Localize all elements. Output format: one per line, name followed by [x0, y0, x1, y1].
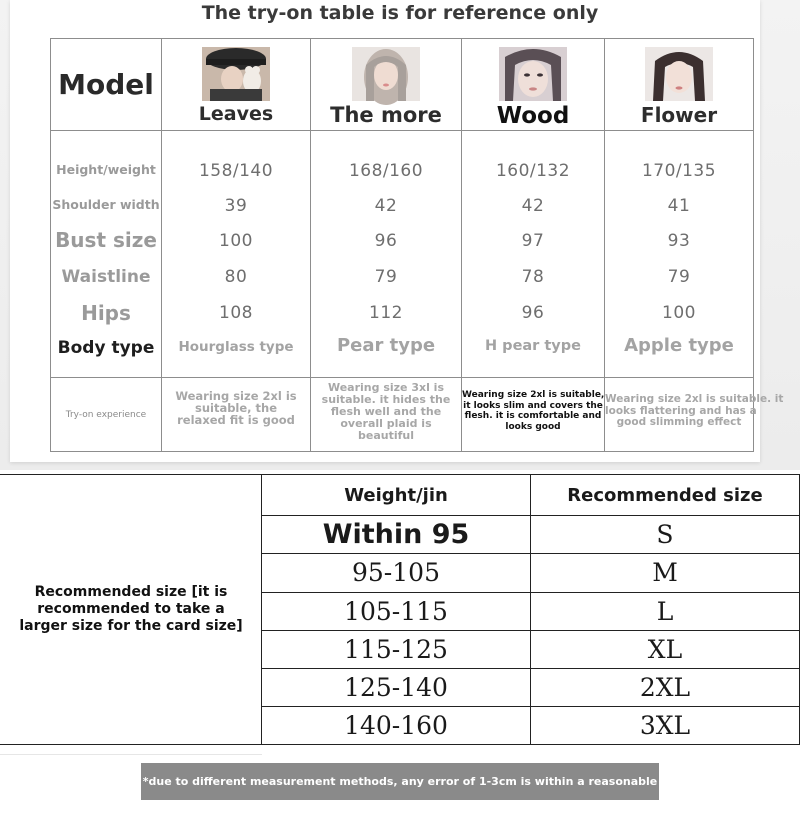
model-column-wood — [462, 39, 605, 131]
header-weight: Weight/jin — [262, 475, 531, 516]
experience-line: Wearing size 2xl is suitable, — [462, 390, 605, 400]
experience-line: Wearing size 2xl is — [175, 389, 297, 403]
value-shoulder-width: 41 — [667, 196, 691, 216]
tryon-experience-row — [51, 378, 754, 452]
value-waistline: 79 — [667, 267, 691, 287]
measure-col-the-more — [311, 131, 462, 378]
tryon-table — [50, 38, 784, 452]
experience-leaves — [162, 378, 311, 452]
measure-col-flower — [605, 131, 754, 378]
value-height-weight: 160/132 — [495, 161, 571, 181]
model-column-the-more — [311, 39, 462, 131]
label-shoulder-width: Shoulder width — [52, 197, 160, 212]
measure-col-wood — [462, 131, 605, 378]
value-bust-size: 96 — [374, 231, 398, 251]
label-hips: Hips — [81, 301, 131, 325]
value-height-weight: 170/135 — [641, 161, 717, 181]
size-value: M — [531, 554, 800, 592]
value-height-weight: 158/140 — [198, 161, 274, 181]
model-label: Model — [51, 39, 162, 131]
recommended-size-note — [10, 584, 252, 635]
value-bust-size: 97 — [521, 231, 545, 251]
experience-line: Wearing size 3xl is — [327, 381, 445, 394]
label-body-type: Body type — [57, 338, 155, 358]
value-hips: 112 — [369, 303, 403, 323]
tryon-header-row — [51, 39, 754, 131]
measurement-disclaimer: *due to different measurement methods, any error of 1-3cm is within a reasonable range — [141, 763, 659, 800]
value-shoulder-width: 39 — [224, 196, 248, 216]
model-column-flower — [605, 39, 754, 131]
model-avatar-leaves — [202, 47, 270, 101]
model-name-flower: Flower — [640, 103, 718, 127]
value-hips: 96 — [521, 303, 545, 323]
size-row — [262, 554, 800, 592]
measure-col-leaves — [162, 131, 311, 378]
measure-labels — [51, 131, 162, 378]
weight-range: 125-140 — [262, 668, 531, 706]
value-body-type: H pear type — [485, 338, 581, 354]
size-chart-header — [262, 475, 800, 516]
size-value: XL — [531, 630, 800, 668]
value-hips: 100 — [662, 303, 696, 323]
value-hips: 108 — [219, 303, 253, 323]
recommended-note-line: Recommended size [it is — [34, 584, 228, 600]
header-recommended-size: Recommended size — [531, 475, 800, 516]
recommended-note-line: recommended to take a — [37, 601, 225, 617]
experience-wood — [462, 378, 605, 452]
size-row — [262, 668, 800, 706]
experience-line: flesh well and the — [330, 405, 442, 418]
label-bust-size: Bust size — [55, 228, 157, 252]
experience-flower — [605, 378, 784, 452]
value-shoulder-width: 42 — [521, 196, 545, 216]
value-body-type: Pear type — [336, 335, 436, 356]
size-row — [262, 630, 800, 668]
label-try-on-experience: Try-on experience — [51, 378, 162, 452]
size-row — [262, 516, 800, 554]
model-avatar-wood — [499, 47, 567, 101]
experience-line: looks flattering and has a — [605, 404, 757, 417]
model-avatar-the-more — [352, 47, 420, 101]
value-bust-size: 93 — [667, 231, 691, 251]
recommended-note-line: larger size for the card size] — [19, 618, 243, 634]
model-name-leaves: Leaves — [198, 103, 274, 125]
weight-range: 140-160 — [262, 706, 531, 744]
value-waistline: 80 — [224, 267, 248, 287]
model-column-leaves — [162, 39, 311, 131]
value-bust-size: 100 — [219, 231, 253, 251]
experience-line: it looks slim and covers the — [463, 400, 603, 411]
experience-line: good slimming effect — [616, 416, 742, 428]
size-value: 3XL — [531, 706, 800, 744]
model-name-wood: Wood — [496, 103, 570, 129]
size-value: S — [531, 516, 800, 554]
experience-line: overall plaid is beautiful — [340, 417, 432, 442]
footer-divider — [0, 746, 262, 755]
experience-line: suitable, the — [194, 401, 278, 415]
tryon-measure-row — [51, 131, 754, 378]
value-body-type: Apple type — [624, 335, 734, 356]
size-row — [262, 592, 800, 630]
size-value: L — [531, 592, 800, 630]
experience-line: flesh. it is comfortable and — [464, 411, 602, 421]
weight-range: 95-105 — [262, 554, 531, 592]
size-row — [262, 706, 800, 744]
label-waistline: Waistline — [61, 267, 151, 287]
size-value: 2XL — [531, 668, 800, 706]
weight-range: 115-125 — [262, 630, 531, 668]
experience-the-more — [311, 378, 462, 452]
size-chart-table — [261, 474, 800, 745]
value-height-weight: 168/160 — [348, 161, 424, 181]
tryon-title: The try-on table is for reference only — [201, 2, 599, 24]
size-chart-panel — [0, 474, 800, 746]
label-height-weight: Height/weight — [56, 162, 156, 177]
weight-range: Within 95 — [262, 516, 531, 554]
experience-line: looks good — [505, 421, 561, 432]
weight-range: 105-115 — [262, 592, 531, 630]
value-waistline: 79 — [374, 267, 398, 287]
experience-line: Wearing size 2xl is suitable. it — [605, 393, 784, 405]
experience-line: relaxed fit is good — [177, 413, 295, 427]
model-avatar-flower — [645, 47, 713, 101]
model-name-the-more: The more — [330, 103, 442, 127]
value-shoulder-width: 42 — [374, 196, 398, 216]
value-waistline: 78 — [521, 267, 545, 287]
value-body-type: Hourglass type — [178, 339, 294, 355]
experience-line: suitable. it hides the — [321, 393, 451, 406]
